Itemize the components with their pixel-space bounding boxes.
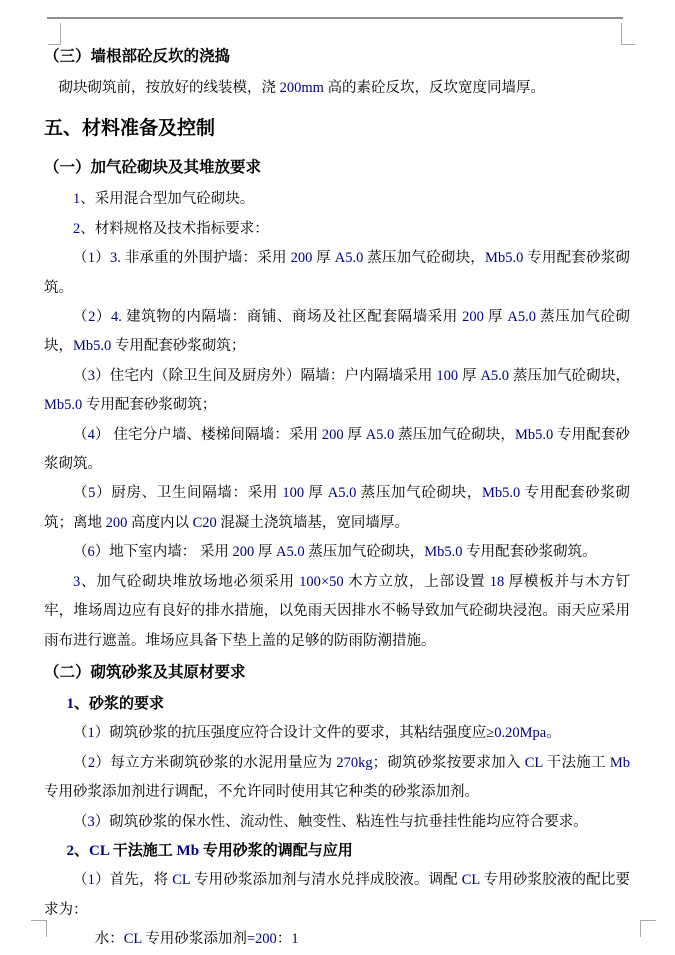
text-run: ）	[94, 544, 110, 561]
numeric-text: 6	[87, 544, 95, 561]
text-run: 厚	[343, 426, 366, 443]
paragraph-spec-1	[44, 244, 630, 303]
numeric-text: A5.0	[365, 426, 395, 443]
text-run: 蒸压加气砼砌块，	[363, 250, 486, 267]
heading-section-1-blocks	[44, 153, 630, 183]
numeric-text: 3	[73, 573, 81, 590]
numeric-text: Mb5.0	[481, 485, 521, 502]
text-run: ）	[95, 754, 111, 771]
text-run: ）	[95, 309, 112, 326]
numeric-text: A5.0	[480, 367, 510, 384]
text-run: 厚	[483, 309, 508, 326]
text-run: 建筑物的内隔墙：商铺、商场及社区配套隔墙采用	[126, 309, 463, 326]
document-content	[44, 40, 630, 955]
text-run: 、加气砼砌块堆放场地必须采用	[80, 573, 300, 590]
numeric-text: 1	[291, 931, 299, 948]
numeric-text: A5.0	[334, 250, 364, 267]
text-run: 高度内以	[127, 514, 193, 531]
paragraph-cl-1	[44, 866, 630, 925]
numeric-text: CL	[172, 872, 191, 889]
numeric-text: 200mm	[279, 80, 324, 96]
text-run: 首先，将	[109, 872, 173, 889]
text-run: （	[73, 250, 88, 267]
text-run: ）	[94, 813, 110, 830]
text-run: 砌筑砂浆的保水性、流动性、触变性、粘连性与抗垂挂性能均应符合要求。	[109, 813, 588, 830]
numeric-text: 1	[87, 725, 95, 742]
numeric-text: 2	[66, 842, 74, 859]
numeric-text: 3.	[109, 250, 125, 267]
text-run: 厚	[254, 544, 276, 561]
text-run: 蒸压加气砼砌块，	[394, 426, 516, 443]
text-run: （	[73, 725, 88, 742]
numeric-text: 100×50	[299, 573, 344, 590]
text-run: ；砌筑砂浆按要求加入	[372, 754, 525, 771]
numeric-text: 0.20Mpa	[494, 725, 547, 742]
heading-mortar-requirements	[44, 690, 630, 719]
text-run: （一）加气砼砌块及其堆放要求	[44, 159, 262, 177]
text-run: 、砂浆的要求	[74, 695, 165, 712]
text-run: 厚	[312, 250, 335, 267]
numeric-text: Mb5.0	[515, 426, 554, 443]
numeric-text: 100	[436, 367, 459, 384]
page-top-boundary	[47, 17, 623, 19]
text-run: 厚	[304, 485, 328, 502]
text-run: ）	[94, 367, 110, 384]
text-run: 高的素砼反坎，反坎宽度同墙厚。	[323, 80, 546, 96]
numeric-text: 2	[88, 309, 96, 326]
numeric-text: =200	[246, 931, 277, 948]
text-run: 、	[74, 842, 90, 859]
text-run: 每立方米砌筑砂浆的水泥用量应为	[110, 754, 337, 771]
text-run: ）	[94, 872, 110, 889]
numeric-text: 4.	[111, 309, 127, 326]
margin-crop-mark-bottom-right-icon	[640, 920, 656, 937]
numeric-text: 200	[321, 426, 344, 443]
text-run: （	[73, 754, 88, 771]
text-run: （	[73, 367, 88, 384]
text-run: （三）墙根部砼反坎的浇捣	[44, 48, 231, 65]
numeric-text: 200	[290, 250, 313, 267]
numeric-text: CL	[89, 842, 110, 859]
text-run: 住宅分户墙、楼梯间隔墙：采用	[113, 426, 322, 443]
numeric-text: Mb	[176, 842, 200, 859]
text-run: 专用砂浆的调配与应用	[199, 842, 353, 859]
numeric-text: Mb5.0	[485, 250, 524, 267]
paragraph-spec-5	[44, 479, 630, 538]
paragraph-item-2	[44, 215, 630, 244]
text-run: 五、材料准备及控制	[44, 118, 216, 140]
paragraph-mortar-3	[44, 808, 630, 837]
paragraph-mortar-1	[44, 719, 630, 748]
numeric-text: 1	[87, 250, 95, 267]
text-run: 木方立放，上部设置	[343, 573, 490, 590]
numeric-text: 200	[232, 544, 255, 561]
numeric-text: Mb	[609, 754, 631, 771]
text-run: 蒸压加气砼砌块，	[509, 367, 631, 384]
numeric-text: 270kg	[336, 754, 373, 771]
paragraph-cl-ratio	[44, 925, 630, 954]
text-run: ）	[94, 250, 110, 267]
numeric-text: Mb5.0	[73, 338, 112, 355]
numeric-text: A5.0	[507, 309, 536, 326]
text-run: （	[73, 309, 89, 326]
text-run: ）	[94, 426, 114, 443]
numeric-text: Mb5.0	[44, 397, 83, 414]
text-run: ）	[94, 725, 110, 742]
paragraph-spec-4	[44, 421, 630, 480]
heading-section-2-mortar	[44, 658, 630, 688]
numeric-text: Mb5.0	[424, 544, 463, 561]
text-run: 专用砂浆添加剂进行调配，不允许同时使用其它种类的砂浆添加剂。	[44, 784, 479, 801]
text-run: 蒸压加气砼砌块，	[44, 309, 631, 355]
numeric-text: 1	[73, 191, 81, 208]
numeric-text: 2	[73, 220, 81, 237]
text-run: （	[73, 426, 88, 443]
text-run: （	[73, 485, 89, 502]
text-run: 。	[546, 725, 561, 742]
numeric-text: C20	[192, 514, 217, 531]
text-run: 混凝土浇筑墙基，宽同墙厚。	[216, 514, 409, 531]
text-run: 厚模板并与木方钉牢，堆场周边应有良好的排水措施，以免雨天因排水不畅导致加气砼砌块浸泡。雨天应采用雨布进行遮盖。堆场应具备下垫上盖的足够的防雨防潮措施。	[44, 573, 631, 649]
text-run: 厚	[458, 367, 481, 384]
text-run: 地下室内墙： 采用	[109, 544, 233, 561]
text-run: 干法施工	[542, 754, 610, 771]
numeric-text: CL	[123, 931, 142, 948]
text-run: 厨房、卫生间隔墙：采用	[111, 485, 283, 502]
numeric-text: A5.0	[327, 485, 357, 502]
text-run: 蒸压加气砼砌块，	[356, 485, 482, 502]
numeric-text: A5.0	[276, 544, 305, 561]
text-run: 专用砂浆添加剂与清水兑拌成胶液。调配	[190, 872, 462, 889]
heading-section-3-wall-root	[44, 42, 630, 72]
text-run: 干法施工	[109, 842, 177, 859]
numeric-text: 18	[489, 573, 505, 590]
text-run: 砌块砌筑前，按放好的线装模，浇	[58, 80, 280, 96]
paragraph-item-1	[44, 185, 630, 214]
text-run: 专用配套砂浆砌筑；	[111, 338, 246, 355]
text-run: ：	[276, 931, 292, 948]
text-run: 专用配套砂浆砌筑。	[44, 426, 631, 473]
text-run: 、采用混合型加气砼砌块。	[80, 191, 255, 208]
heading-cl-mortar-mixing	[44, 837, 630, 866]
text-run: 非承重的外围护墙：采用	[124, 250, 291, 267]
text-run: （二）砌筑砂浆及其原材要求	[44, 663, 246, 681]
numeric-text: 5	[88, 485, 96, 502]
paragraph-mortar-2	[44, 749, 630, 808]
heading-chapter-5-material	[44, 112, 630, 146]
text-run: 、材料规格及技术指标要求：	[80, 220, 269, 237]
text-run: （	[73, 813, 88, 830]
paragraph-spec-3	[44, 362, 630, 421]
numeric-text: 3	[87, 813, 95, 830]
text-run: 专用配套砂浆砌筑；离地	[44, 485, 631, 531]
numeric-text: 200	[462, 309, 484, 326]
text-run: 蒸压加气砼砌块，	[304, 544, 425, 561]
numeric-text: 4	[87, 426, 95, 443]
text-run: ）	[95, 485, 112, 502]
text-run: 专用砂浆胶液的配比要求为：	[44, 872, 631, 918]
numeric-text: 100	[282, 485, 305, 502]
numeric-text: 2	[87, 754, 96, 771]
numeric-text: 1	[87, 872, 95, 889]
text-run: 专用配套砂浆砌筑。	[44, 250, 631, 296]
numeric-text: 200	[105, 514, 128, 531]
text-run: 专用配套砂浆砌筑。	[462, 544, 597, 561]
text-run: （	[73, 544, 88, 561]
text-run: 专用砂浆添加剂	[141, 931, 247, 948]
numeric-text: 1	[66, 695, 74, 712]
text-run: 专用配套砂浆砌筑；	[82, 397, 217, 414]
text-run: 住宅内（除卫生间及厨房外）隔墙：户内隔墙采用	[109, 367, 437, 384]
paragraph-wall-root	[44, 74, 630, 103]
text-run: 水：	[94, 931, 124, 948]
numeric-text: CL	[461, 872, 480, 889]
numeric-text: CL	[524, 754, 543, 771]
paragraph-spec-6	[44, 538, 630, 567]
text-run: （	[73, 872, 88, 889]
numeric-text: 3	[87, 367, 95, 384]
paragraph-item-3-stacking	[44, 568, 630, 656]
paragraph-spec-2	[44, 303, 630, 362]
text-run: 砌筑砂浆的抗压强度应符合设计文件的要求，其粘结强度应≥	[109, 725, 495, 742]
